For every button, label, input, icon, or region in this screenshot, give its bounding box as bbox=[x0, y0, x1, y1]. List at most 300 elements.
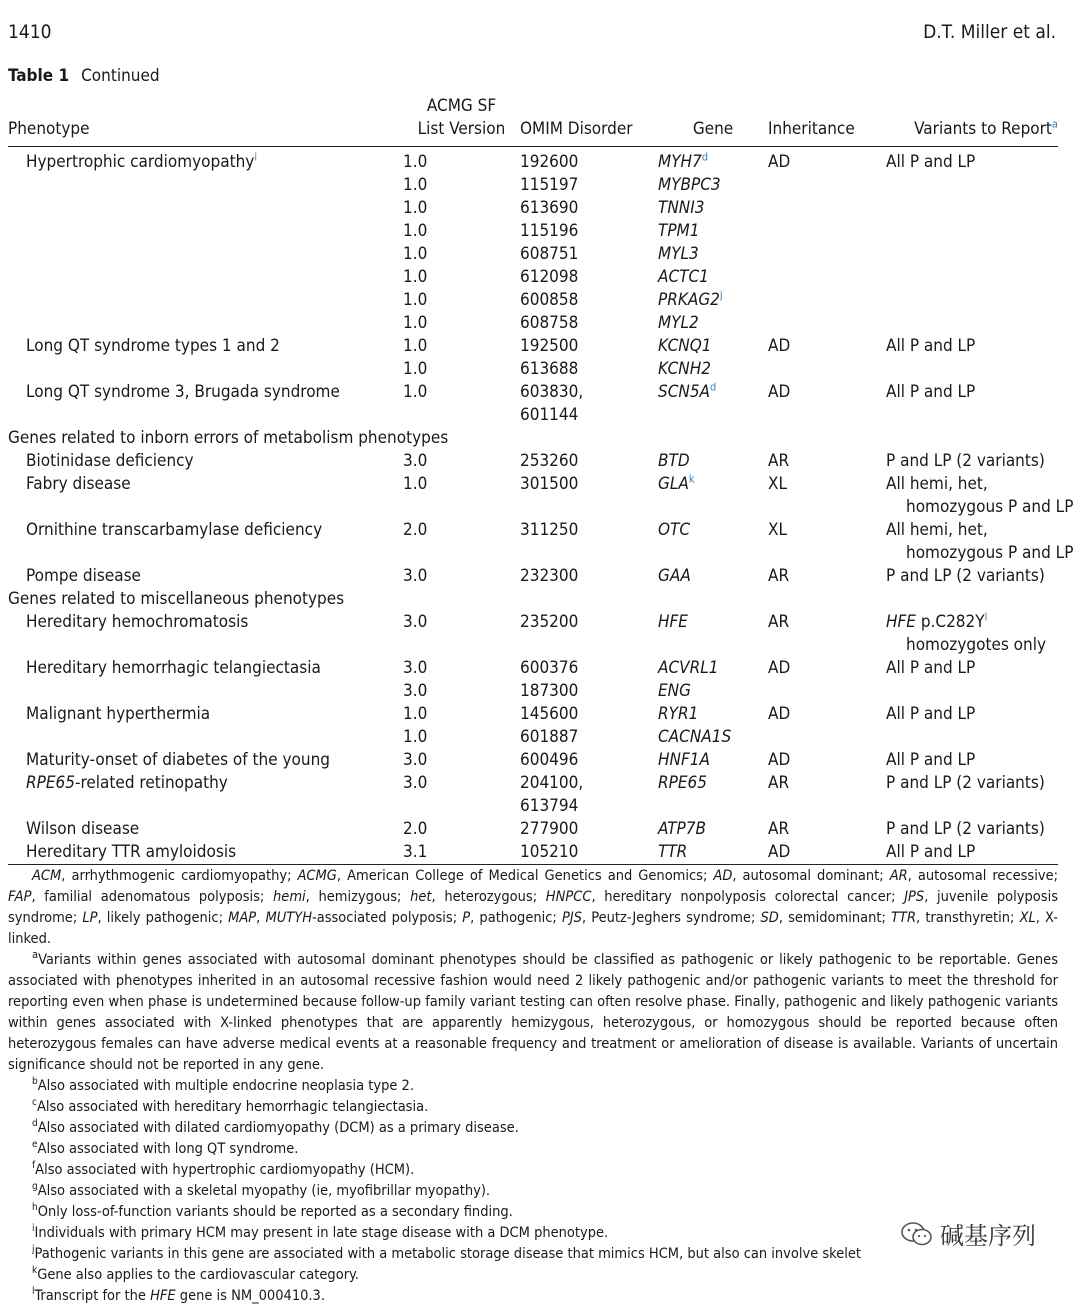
version-cell: 1.0 bbox=[403, 175, 428, 195]
table-row bbox=[8, 611, 1058, 634]
footnote-text: Transcript for the bbox=[34, 1288, 151, 1304]
variants-text: All hemi, het, bbox=[886, 520, 988, 540]
inheritance-cell: AD bbox=[768, 382, 791, 402]
gene-cell bbox=[658, 795, 768, 818]
variants-gene-italic: HFE bbox=[886, 612, 916, 632]
omim-cell bbox=[520, 634, 658, 657]
phenotype-cell bbox=[8, 519, 403, 542]
gene-cell bbox=[658, 473, 768, 496]
abbreviation-term: hemi bbox=[273, 889, 306, 905]
variants-cell bbox=[886, 703, 1058, 726]
omim-cell: 601144 bbox=[520, 405, 579, 425]
table-row bbox=[8, 749, 1058, 772]
phenotype-cell bbox=[8, 243, 403, 266]
variants-text: All P and LP bbox=[886, 658, 976, 678]
gene-symbol: HFE bbox=[658, 612, 688, 632]
variants-text: P and LP (2 variants) bbox=[886, 819, 1045, 839]
abbreviation-definition: , likely pathogenic; bbox=[97, 910, 229, 926]
footnote-text: Also associated with hereditary hemorrhagic telangiectasia. bbox=[36, 1099, 429, 1115]
gene-cell bbox=[658, 772, 768, 795]
phenotype-text: Maturity-onset of diabetes of the young bbox=[26, 750, 330, 770]
version-cell: 3.0 bbox=[403, 612, 428, 632]
phenotype-text: Wilson disease bbox=[26, 819, 140, 839]
phenotype-text: Hypertrophic cardiomyopathy bbox=[26, 152, 255, 172]
footnote-text: Also associated with a skeletal myopathy (ie, myofibrillar myopathy). bbox=[37, 1183, 491, 1199]
gene-cell bbox=[658, 381, 768, 404]
section-heading: Genes related to inborn errors of metabolism phenotypes bbox=[8, 428, 449, 448]
gene-cell bbox=[658, 542, 768, 565]
phenotype-cell bbox=[8, 726, 403, 749]
table-body bbox=[8, 147, 1074, 865]
table-row bbox=[8, 795, 1058, 818]
omim-cell: 192500 bbox=[520, 336, 579, 356]
abbreviation-term: MAP bbox=[228, 910, 257, 926]
variants-cell bbox=[886, 289, 1058, 312]
gene-symbol: PRKAG2 bbox=[658, 290, 720, 310]
omim-cell: 613794 bbox=[520, 796, 579, 816]
phenotype-text: Pompe disease bbox=[26, 566, 141, 586]
phenotype-cell bbox=[8, 795, 403, 818]
table-row bbox=[8, 772, 1058, 795]
omim-cell: 115197 bbox=[520, 175, 579, 195]
variants-cell bbox=[886, 634, 1058, 657]
abbreviation-term: MUTYH bbox=[265, 910, 313, 926]
variants-cell bbox=[886, 404, 1058, 427]
inheritance-cell: AR bbox=[768, 451, 790, 471]
footnote-mark: k bbox=[32, 1265, 38, 1277]
header-version bbox=[403, 95, 520, 147]
gene-cell bbox=[658, 657, 768, 680]
inheritance-cell bbox=[768, 220, 886, 243]
version-cell: 3.0 bbox=[403, 451, 428, 471]
gene-symbol: GAA bbox=[658, 566, 691, 586]
table-row bbox=[8, 565, 1058, 588]
table-row bbox=[8, 266, 1058, 289]
footnote-text: Pathogenic variants in this gene are associated with a metabolic storage disease that mimics HCM, but also can involve skelet bbox=[34, 1246, 861, 1262]
version-cell: 1.0 bbox=[403, 290, 428, 310]
abbreviation-definition: , autosomal dominant; bbox=[732, 868, 890, 884]
header-variants-sup: a bbox=[1051, 117, 1058, 131]
footnote-mark: j bbox=[32, 1244, 35, 1256]
variants-cell bbox=[886, 542, 1074, 565]
version-cell: 1.0 bbox=[403, 267, 428, 287]
gene-cell bbox=[658, 565, 768, 588]
phenotype-cell bbox=[8, 611, 403, 634]
abbreviation-term: JPS bbox=[904, 889, 925, 905]
omim-cell: 311250 bbox=[520, 520, 579, 540]
section-heading: Genes related to miscellaneous phenotypes bbox=[8, 589, 345, 609]
header-phenotype: Phenotype bbox=[8, 119, 90, 139]
phenotype-text: Hereditary hemochromatosis bbox=[26, 612, 249, 632]
footnotes bbox=[8, 950, 1058, 1307]
authors: D.T. Miller et al. bbox=[923, 21, 1056, 43]
variants-text: All P and LP bbox=[886, 750, 976, 770]
page-number: 1410 bbox=[8, 21, 52, 43]
footnote bbox=[8, 1118, 1058, 1139]
gene-symbol: KCNQ1 bbox=[658, 336, 712, 356]
version-cell: 3.1 bbox=[403, 842, 428, 862]
version-cell: 1.0 bbox=[403, 474, 428, 494]
header-omim: OMIM Disorder bbox=[520, 119, 633, 139]
version-cell: 1.0 bbox=[403, 313, 428, 333]
phenotype-cell bbox=[8, 381, 403, 404]
footnote bbox=[8, 1286, 1058, 1307]
variants-footnote-mark: l bbox=[984, 610, 988, 624]
gene-cell bbox=[658, 450, 768, 473]
version-cell: 1.0 bbox=[403, 198, 428, 218]
abbreviation-definition: , juvenile polyposis syndrome; bbox=[8, 889, 1058, 926]
gene-cell bbox=[658, 312, 768, 335]
abbreviation-term: XL bbox=[1019, 910, 1036, 926]
abbreviation-term: TTR bbox=[891, 910, 917, 926]
gene-cell bbox=[658, 818, 768, 841]
footnote-mark: c bbox=[32, 1097, 37, 1109]
table-row bbox=[8, 473, 1058, 496]
variants-cell bbox=[886, 473, 1058, 496]
version-cell bbox=[403, 634, 520, 657]
footnote bbox=[8, 950, 1058, 1076]
inheritance-cell bbox=[768, 680, 886, 703]
watermark bbox=[900, 1216, 1036, 1251]
omim-cell: 232300 bbox=[520, 566, 579, 586]
version-cell: 1.0 bbox=[403, 336, 428, 356]
gene-symbol: MYBPC3 bbox=[658, 175, 721, 195]
table-row bbox=[8, 289, 1058, 312]
omim-cell: 600376 bbox=[520, 658, 579, 678]
variants-text: All P and LP bbox=[886, 336, 976, 356]
gene-footnote-mark: d bbox=[701, 150, 709, 164]
version-cell bbox=[403, 404, 520, 427]
variants-cell bbox=[886, 450, 1058, 473]
footnote-mark: a bbox=[32, 948, 39, 962]
abbreviation-definition: , hereditary nonpolyposis colorectal cancer; bbox=[591, 889, 905, 905]
variants-text: All P and LP bbox=[886, 152, 976, 172]
omim-cell: 105210 bbox=[520, 842, 579, 862]
omim-cell: 608751 bbox=[520, 244, 579, 264]
phenotype-text: Fabry disease bbox=[26, 474, 131, 494]
gene-cell bbox=[658, 496, 768, 519]
gene-cell bbox=[658, 703, 768, 726]
omim-cell: 600496 bbox=[520, 750, 579, 770]
phenotype-cell bbox=[8, 220, 403, 243]
phenotype-cell bbox=[8, 473, 403, 496]
omim-cell: 187300 bbox=[520, 681, 579, 701]
omim-cell: 235200 bbox=[520, 612, 579, 632]
abbreviation-term: ACM bbox=[32, 868, 62, 884]
inheritance-cell: XL bbox=[768, 474, 787, 494]
inheritance-cell: AD bbox=[768, 152, 791, 172]
omim-cell: 612098 bbox=[520, 267, 579, 287]
header-variants bbox=[886, 95, 1058, 147]
omim-cell: 253260 bbox=[520, 451, 579, 471]
abbreviation-term: P bbox=[462, 910, 471, 926]
table-caption-text: Continued bbox=[81, 66, 160, 86]
gene-cell bbox=[658, 147, 768, 175]
omim-cell: 115196 bbox=[520, 221, 579, 241]
abbreviation-definition: , transthyretin; bbox=[916, 910, 1020, 926]
abbreviation-term: ACMG bbox=[297, 868, 337, 884]
phenotype-cell bbox=[8, 404, 403, 427]
inheritance-cell bbox=[768, 289, 886, 312]
footnote bbox=[8, 1265, 1058, 1286]
gene-symbol: KCNH2 bbox=[658, 359, 711, 379]
gene-symbol: TTR bbox=[658, 842, 688, 862]
phenotype-text: -related retinopathy bbox=[74, 773, 228, 793]
omim-cell: 192600 bbox=[520, 152, 579, 172]
inheritance-cell bbox=[768, 634, 886, 657]
version-cell bbox=[403, 795, 520, 818]
variants-text-continued: homozygous P and LP bbox=[906, 543, 1074, 563]
gene-cell bbox=[658, 404, 768, 427]
variants-cell bbox=[886, 818, 1058, 841]
gene-cell bbox=[658, 611, 768, 634]
table-label: Table 1 bbox=[8, 66, 70, 86]
abbreviation-definition: -associated polyposis; bbox=[312, 910, 463, 926]
table-row bbox=[8, 542, 1058, 565]
abbreviation-term: SD bbox=[760, 910, 779, 926]
variants-cell bbox=[886, 841, 1058, 865]
wechat-icon bbox=[900, 1221, 934, 1247]
abbreviation-definition: , X-linked. bbox=[8, 910, 1058, 947]
gene-cell bbox=[658, 726, 768, 749]
phenotype-text: Long QT syndrome types 1 and 2 bbox=[26, 336, 280, 356]
abbreviation-definition: , heterozygous; bbox=[431, 889, 546, 905]
footnote-mark: i bbox=[32, 1223, 35, 1235]
version-cell: 3.0 bbox=[403, 566, 428, 586]
phenotype-gene-italic: RPE65 bbox=[26, 773, 75, 793]
inheritance-cell: XL bbox=[768, 520, 787, 540]
version-cell: 3.0 bbox=[403, 658, 428, 678]
variants-cell bbox=[886, 565, 1058, 588]
version-cell: 1.0 bbox=[403, 221, 428, 241]
phenotype-text: Long QT syndrome 3, Brugada syndrome bbox=[26, 382, 340, 402]
footnote bbox=[8, 1097, 1058, 1118]
version-cell: 2.0 bbox=[403, 520, 428, 540]
inheritance-cell: AD bbox=[768, 704, 791, 724]
gene-symbol: RYR1 bbox=[658, 704, 699, 724]
abbreviation-definition: , pathogenic; bbox=[470, 910, 562, 926]
variants-text: All hemi, het, bbox=[886, 474, 988, 494]
inheritance-cell: AR bbox=[768, 773, 790, 793]
abbreviation-term: het bbox=[410, 889, 432, 905]
gene-symbol: MYL2 bbox=[658, 313, 699, 333]
variants-cell bbox=[886, 680, 1058, 703]
version-cell: 1.0 bbox=[403, 152, 428, 172]
phenotype-cell bbox=[8, 358, 403, 381]
table-row bbox=[8, 404, 1058, 427]
footnote-text: Only loss-of-function variants should be reported as a secondary finding. bbox=[37, 1204, 513, 1220]
abbreviation-definition: , American College of Medical Genetics and Genomics; bbox=[336, 868, 714, 884]
variants-cell bbox=[886, 749, 1058, 772]
version-cell: 3.0 bbox=[403, 773, 428, 793]
version-cell: 1.0 bbox=[403, 244, 428, 264]
footnote-text: Also associated with dilated cardiomyopathy (DCM) as a primary disease. bbox=[37, 1120, 519, 1136]
inheritance-cell bbox=[768, 496, 886, 519]
table-caption bbox=[8, 66, 160, 86]
table-row bbox=[8, 427, 1058, 450]
abbreviation-definition: , semidominant; bbox=[778, 910, 892, 926]
version-cell bbox=[403, 496, 520, 519]
table-row bbox=[8, 519, 1058, 542]
abbreviation-term: HNPCC bbox=[545, 889, 592, 905]
table-row bbox=[8, 358, 1058, 381]
omim-cell: 277900 bbox=[520, 819, 579, 839]
phenotype-cell bbox=[8, 542, 403, 565]
variants-cell bbox=[886, 197, 1058, 220]
header-version-line2: List Version bbox=[417, 119, 506, 139]
version-cell: 3.0 bbox=[403, 750, 428, 770]
abbreviation-term: LP bbox=[82, 910, 98, 926]
table-row bbox=[8, 220, 1058, 243]
footnote-mark: d bbox=[32, 1118, 38, 1130]
phenotype-cell bbox=[8, 450, 403, 473]
inheritance-cell: AR bbox=[768, 566, 790, 586]
gene-symbol: SCN5A bbox=[658, 382, 711, 402]
version-cell bbox=[403, 542, 520, 565]
phenotype-text: Hereditary TTR amyloidosis bbox=[26, 842, 237, 862]
abbreviation-definition: , hemizygous; bbox=[305, 889, 411, 905]
phenotype-cell bbox=[8, 634, 403, 657]
omim-cell: 601887 bbox=[520, 727, 579, 747]
table-row bbox=[8, 680, 1058, 703]
inheritance-cell bbox=[768, 266, 886, 289]
phenotype-cell bbox=[8, 266, 403, 289]
gene-footnote-mark: d bbox=[710, 380, 717, 394]
phenotype-cell bbox=[8, 749, 403, 772]
phenotype-footnote-mark: i bbox=[254, 150, 258, 164]
footnote-text: Individuals with primary HCM may present in late stage disease with a DCM phenotype. bbox=[34, 1225, 609, 1241]
footnote-mark: f bbox=[32, 1160, 36, 1172]
gene-cell bbox=[658, 220, 768, 243]
gene-cell bbox=[658, 335, 768, 358]
phenotype-cell bbox=[8, 680, 403, 703]
gene-cell bbox=[658, 243, 768, 266]
gene-symbol: OTC bbox=[658, 520, 691, 540]
gene-symbol: RPE65 bbox=[658, 773, 707, 793]
table-row bbox=[8, 588, 1058, 611]
abbreviations-note bbox=[8, 866, 1058, 950]
inheritance-cell: AR bbox=[768, 819, 790, 839]
table-row bbox=[8, 335, 1058, 358]
table-row bbox=[8, 243, 1058, 266]
gene-symbol: ATP7B bbox=[658, 819, 707, 839]
variants-cell bbox=[886, 772, 1058, 795]
phenotype-text: Biotinidase deficiency bbox=[26, 451, 194, 471]
table-row bbox=[8, 312, 1058, 335]
abbreviation-term: AD bbox=[713, 868, 733, 884]
inheritance-cell: AD bbox=[768, 336, 791, 356]
phenotype-cell bbox=[8, 312, 403, 335]
variants-text-continued: homozygotes only bbox=[906, 635, 1047, 655]
gene-cell bbox=[658, 634, 768, 657]
version-cell: 1.0 bbox=[403, 704, 428, 724]
footnote bbox=[8, 1181, 1058, 1202]
inheritance-cell: AD bbox=[768, 658, 791, 678]
footnote-mark: g bbox=[32, 1181, 38, 1193]
omim-cell: 608758 bbox=[520, 313, 579, 333]
variants-cell bbox=[886, 312, 1058, 335]
gene-symbol: CACNA1S bbox=[658, 727, 732, 747]
inheritance-cell bbox=[768, 542, 886, 565]
gene-cell bbox=[658, 174, 768, 197]
inheritance-cell bbox=[768, 243, 886, 266]
variants-cell bbox=[886, 220, 1058, 243]
omim-cell: 301500 bbox=[520, 474, 579, 494]
inheritance-cell bbox=[768, 404, 886, 427]
phenotype-cell bbox=[8, 818, 403, 841]
gene-footnote-mark: k bbox=[688, 472, 695, 486]
variants-cell bbox=[886, 381, 1058, 404]
phenotype-cell bbox=[8, 289, 403, 312]
phenotype-text: Ornithine transcarbamylase deficiency bbox=[26, 520, 323, 540]
gene-cell bbox=[658, 841, 768, 865]
phenotype-cell bbox=[8, 841, 403, 865]
variants-cell bbox=[886, 795, 1058, 818]
variants-text: P and LP (2 variants) bbox=[886, 451, 1045, 471]
variants-cell bbox=[886, 243, 1058, 266]
abbreviation-term: PJS bbox=[561, 910, 582, 926]
variants-text: All P and LP bbox=[886, 842, 976, 862]
abbreviation-term: AR bbox=[889, 868, 908, 884]
table-row bbox=[8, 657, 1058, 680]
table-container bbox=[8, 95, 1074, 865]
gene-cell bbox=[658, 197, 768, 220]
running-head bbox=[8, 18, 1056, 46]
variants-text: p.C282Y bbox=[915, 612, 985, 632]
inheritance-cell bbox=[768, 726, 886, 749]
abbreviation-definition: , Peutz-Jeghers syndrome; bbox=[581, 910, 761, 926]
phenotype-cell bbox=[8, 703, 403, 726]
abbreviation-definition: , bbox=[256, 910, 266, 926]
footnote-mark: l bbox=[32, 1286, 35, 1298]
footnote bbox=[8, 1139, 1058, 1160]
variants-cell bbox=[886, 358, 1058, 381]
phenotype-cell bbox=[8, 496, 403, 519]
table-row bbox=[8, 147, 1058, 175]
table-row bbox=[8, 726, 1058, 749]
table-row bbox=[8, 450, 1058, 473]
footnote-text: Variants within genes associated with autosomal dominant phenotypes should be classified as pathogenic or likely pathogenic to be reportable. Genes associated with phenotypes inherited in an autosomal recessive fashion would need 2 likely pathogenic and/or pathogenic variants to meet the threshold for reporting even when phase is undetermined because follow-up family variant testing can often resolve phase. Finally, pathogenic and likely pathogenic variants within genes associated with X-linked phenotypes that are apparently hemizygous, heterozygous, or homozygous should be reported because often heterozygous females can have adverse medical events at a reasonable frequency and treatment or amelioration of disease is available. Variants of uncertain significance should not be reported in any gene. bbox=[8, 952, 1058, 1073]
version-cell: 1.0 bbox=[403, 382, 428, 402]
footnote-italic: HFE bbox=[150, 1288, 176, 1304]
footnote-mark: b bbox=[32, 1076, 38, 1088]
phenotype-cell bbox=[8, 565, 403, 588]
table-row bbox=[8, 841, 1058, 865]
inheritance-cell: AD bbox=[768, 842, 791, 862]
phenotype-cell bbox=[8, 197, 403, 220]
variants-text: All P and LP bbox=[886, 382, 976, 402]
table-row bbox=[8, 496, 1058, 519]
gene-symbol: ACTC1 bbox=[658, 267, 709, 287]
phenotype-cell bbox=[8, 335, 403, 358]
gene-symbol: HNF1A bbox=[658, 750, 710, 770]
inheritance-cell bbox=[768, 174, 886, 197]
gene-cell bbox=[658, 266, 768, 289]
gene-symbol: TNNI3 bbox=[658, 198, 705, 218]
table-header-row bbox=[8, 95, 1058, 147]
gene-symbol: MYH7 bbox=[658, 152, 702, 172]
phenotype-cell bbox=[8, 147, 403, 175]
variants-text: All P and LP bbox=[886, 704, 976, 724]
variants-text-continued: homozygous P and LP bbox=[906, 497, 1074, 517]
footnote bbox=[8, 1160, 1058, 1181]
inheritance-cell: AR bbox=[768, 612, 790, 632]
table-row bbox=[8, 381, 1058, 404]
omim-cell bbox=[520, 542, 658, 565]
variants-text: P and LP (2 variants) bbox=[886, 773, 1045, 793]
gene-symbol: GLA bbox=[658, 474, 689, 494]
footnote-text: Gene also applies to the cardiovascular category. bbox=[37, 1267, 359, 1283]
